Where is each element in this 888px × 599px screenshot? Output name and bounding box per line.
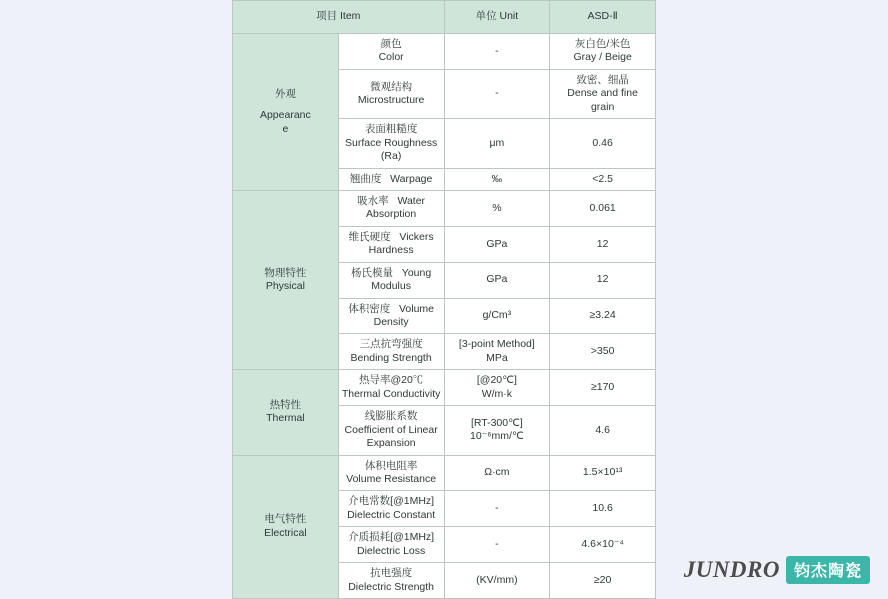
item-cell xyxy=(338,34,444,70)
unit-cell xyxy=(444,370,550,406)
specification-table xyxy=(232,0,656,599)
brand-wordmark: JUNDRO xyxy=(683,557,780,582)
item-label: 维氏硬度 xyxy=(348,230,391,243)
item-label-en: Vickers Hardness xyxy=(368,230,434,257)
unit-cell: - xyxy=(444,69,550,118)
category-physical xyxy=(233,190,339,369)
category-label-en: Physical xyxy=(265,280,305,293)
item-label-en: Bending Strength xyxy=(350,351,432,364)
spec-sheet xyxy=(232,0,656,599)
item-label-en: Water Absorption xyxy=(366,194,426,221)
value-cell: 10.6 xyxy=(550,491,656,527)
item-cell xyxy=(338,298,444,334)
item-cell xyxy=(338,563,444,599)
value-line2: Gray / Beige xyxy=(573,51,632,64)
value-cell: ≥170 xyxy=(550,370,656,406)
unit-cell: ‰ xyxy=(444,168,550,190)
value-cell xyxy=(550,34,656,70)
item-label-en: Microstructure xyxy=(357,94,425,107)
item-cell xyxy=(338,334,444,370)
value-line2: Dense and fine xyxy=(567,87,638,100)
unit-cell xyxy=(444,406,550,455)
item-label-en: Surface Roughness (Ra) xyxy=(345,136,438,163)
item-cell xyxy=(338,69,444,118)
category-label-cn: 电气特性 xyxy=(264,513,307,526)
item-label-en: Warpage xyxy=(390,172,433,185)
item-cell xyxy=(338,491,444,527)
brand-logo xyxy=(684,556,870,584)
item-label-en: Color xyxy=(378,51,404,64)
item-label-en: Volume Density xyxy=(373,302,435,328)
unit-cell: (KV/mm) xyxy=(444,563,550,599)
value-cell: ≥3.24 xyxy=(550,298,656,334)
value-cell: ≥20 xyxy=(550,563,656,599)
item-label-en: Thermal Conductivity xyxy=(341,387,441,400)
unit-cell: Ω·cm xyxy=(444,455,550,491)
item-label: 微观结构 xyxy=(370,80,413,93)
value-cell: 12 xyxy=(550,226,656,262)
item-label: 体积密度 xyxy=(348,302,391,315)
item-label: 杨氏模量 xyxy=(351,266,394,279)
unit-line2: W/m·k xyxy=(481,387,513,400)
value-cell: >350 xyxy=(550,334,656,370)
category-label-cn: 外观 xyxy=(274,87,296,100)
column-header-item: 项目 Item xyxy=(233,1,445,34)
value-line3: grain xyxy=(590,100,615,113)
unit-cell: % xyxy=(444,190,550,226)
unit-cell: - xyxy=(444,34,550,70)
category-electrical xyxy=(233,455,339,599)
unit-cell: GPa xyxy=(444,226,550,262)
item-label: 颜色 xyxy=(380,38,402,50)
value-cell: 4.6 xyxy=(550,406,656,455)
item-cell xyxy=(338,168,444,190)
category-label-en: Thermal xyxy=(266,412,305,425)
category-label-en: Appearanc xyxy=(259,109,311,122)
unit-cell: g/Cm³ xyxy=(444,298,550,334)
item-cell xyxy=(338,262,444,298)
value-cell xyxy=(550,69,656,118)
item-cell xyxy=(338,190,444,226)
category-label-en: Electrical xyxy=(264,526,307,539)
value-line1: 灰白色/米色 xyxy=(574,38,631,50)
item-cell xyxy=(338,527,444,563)
item-cell xyxy=(338,406,444,455)
value-cell: 0.46 xyxy=(550,119,656,168)
item-label: 吸水率 xyxy=(357,194,389,207)
unit-cell: GPa xyxy=(444,262,550,298)
value-cell: <2.5 xyxy=(550,168,656,190)
category-label-en-cont: e xyxy=(282,122,289,135)
item-label: 介质损耗[@1MHz] xyxy=(348,531,435,544)
unit-line1: [@20℃] xyxy=(476,374,517,387)
item-label: 体积电阻率 xyxy=(364,459,418,472)
unit-cell: - xyxy=(444,491,550,527)
category-thermal xyxy=(233,370,339,455)
value-line1: 致密、细晶 xyxy=(576,73,629,86)
item-label-en: Coefficient of Linear Expansion xyxy=(344,423,438,450)
item-label: 翘曲度 xyxy=(349,172,382,185)
item-label: 抗电强度 xyxy=(370,567,413,580)
item-cell xyxy=(338,119,444,168)
value-cell: 1.5×10¹³ xyxy=(550,455,656,491)
unit-line2: MPa xyxy=(486,351,508,364)
table-row xyxy=(233,34,656,70)
table-row xyxy=(233,370,656,406)
item-label-en: Dielectric Constant xyxy=(347,508,436,521)
table-row xyxy=(233,190,656,226)
category-appearance xyxy=(233,34,339,191)
column-header-unit: 单位 Unit xyxy=(444,1,550,34)
unit-line1: [3-point Method] xyxy=(458,338,535,351)
value-cell: 4.6×10⁻⁴ xyxy=(550,527,656,563)
category-label-cn: 物理特性 xyxy=(264,266,307,279)
brand-pill-label: 钧杰陶瓷 xyxy=(786,556,870,584)
value-cell: 0.061 xyxy=(550,190,656,226)
table-header-row xyxy=(233,1,656,34)
item-label: 线膨胀系数 xyxy=(364,410,418,423)
item-cell xyxy=(338,226,444,262)
value-cell: 12 xyxy=(550,262,656,298)
item-label-en: Young Modulus xyxy=(371,266,432,293)
item-label: 表面粗糙度 xyxy=(364,123,418,136)
table-header xyxy=(233,1,656,34)
item-label-en: Dielectric Loss xyxy=(356,544,426,557)
unit-line1: [RT-300℃] xyxy=(470,416,523,429)
table-row xyxy=(233,455,656,491)
unit-cell: μm xyxy=(444,119,550,168)
item-label-en: Dielectric Strength xyxy=(348,580,435,593)
category-label-cn: 热特性 xyxy=(269,398,302,411)
unit-line2: 10⁻⁶mm/℃ xyxy=(470,430,524,443)
unit-cell xyxy=(444,334,550,370)
unit-cell: - xyxy=(444,527,550,563)
item-cell xyxy=(338,370,444,406)
item-label: 热导率@20℃ xyxy=(358,374,424,387)
item-label: 介电常数[@1MHz] xyxy=(348,495,435,508)
item-label: 三点抗弯强度 xyxy=(359,338,423,351)
item-label-en: Volume Resistance xyxy=(346,472,437,485)
column-header-value: ASD-Ⅱ xyxy=(550,1,656,34)
item-cell xyxy=(338,455,444,491)
table-body xyxy=(233,34,656,599)
